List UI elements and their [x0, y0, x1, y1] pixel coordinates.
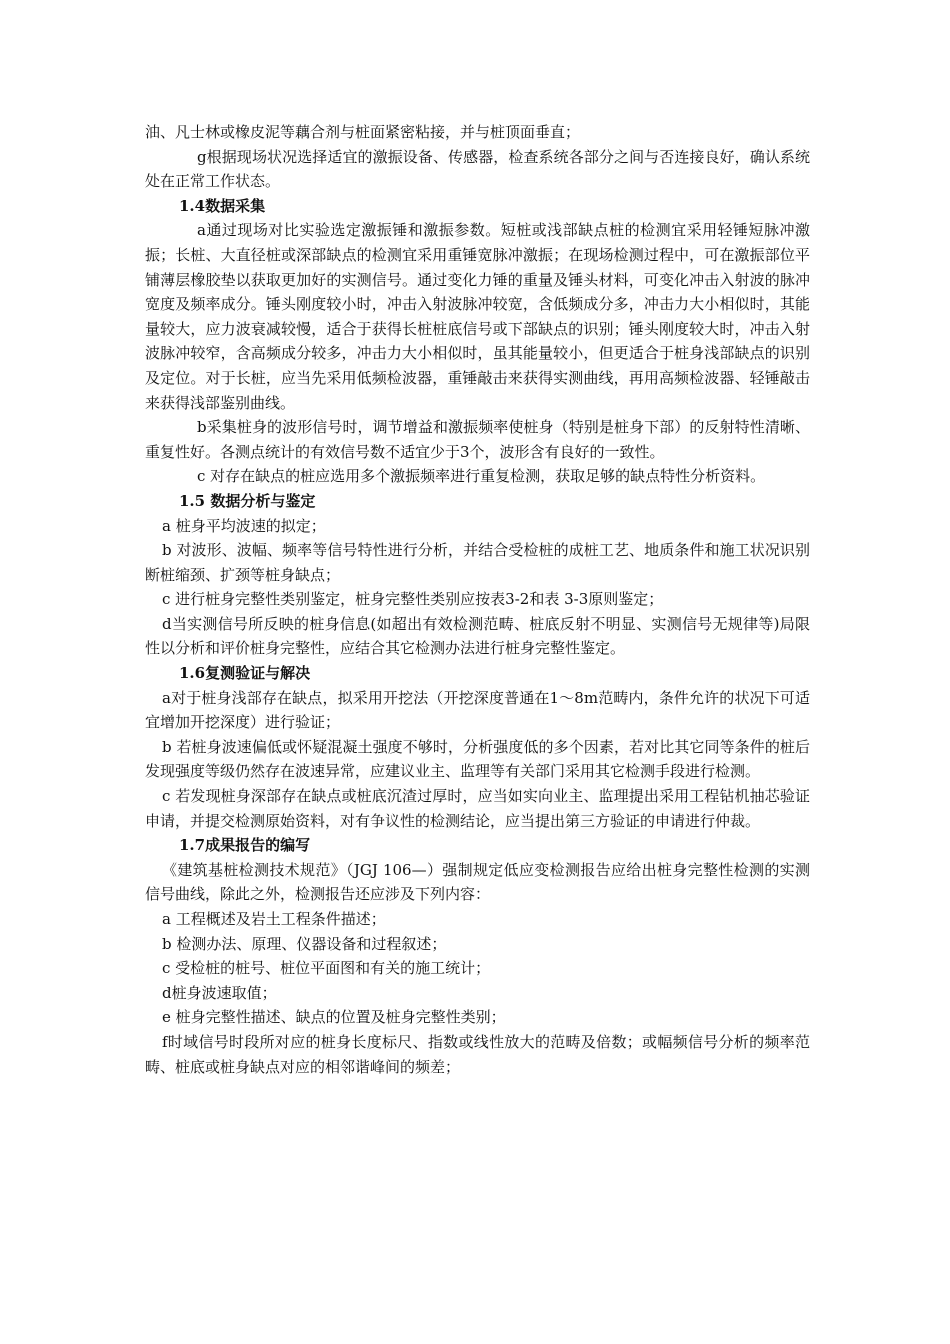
paragraph-g-equipment-check: g根据现场状况选择适宜的激振设备、传感器，检查系统各部分之间与否连接良好，确认系统处在正常工作状态。	[145, 147, 810, 191]
section-heading-1-6: 1.6复测验证与解决	[179, 664, 311, 683]
paragraph-b-waveform: b采集桩身的波形信号时，调节增益和激振频率使桩身（特别是桩身下部）的反射特性清晰、重复性好。各测点统计的有效信号数不适宜少于3个，波形含有良好的一致性。	[145, 418, 810, 461]
list-item-1-7-e: e 桩身完整性描述、缺点的位置及桩身完整性类别；	[162, 1008, 506, 1027]
paragraph-a-excitation: a通过现场对比实验选定激振锤和激振参数。短桩或浅部缺点桩的检测宜采用轻锤短脉冲激振；长桩、大直径桩或深部缺点的检测宜采用重锤宽脉冲激振；在现场检测过程中，可在激振部位平铺薄层橡胶垫以获取更加好的实测信号。通过变化力锤的重量及锤头材料，可变化冲击入射波的脉冲宽度及频率成分。锤头刚度较小时，冲击入射波脉冲较宽，含低频成分多，冲击力大小相似时，其能量较大，应力波衰减较慢，适合于获得长桩桩底信号或下部缺点的识别；锤头刚度较大时，冲击入射波脉冲较窄，含高频成分较多，冲击力大小相似时，虽其能量较小，但更适合于桩身浅部缺点的识别及定位。对于长桩，应当先采用低频检波器，重锤敲击来获得实测曲线，再用高频检波器、轻锤敲击来获得浅部鉴别曲线。	[145, 221, 810, 412]
list-item-1-6-c: c 若发现桩身深部存在缺点或桩底沉渣过厚时，应当如实向业主、监理提出采用工程钻机抽芯验证申请，并提交检测原始资料，对有争议性的检测结论，应当提出第三方验证的申请进行仲裁。	[145, 787, 810, 830]
list-item-1-7-c: c 受检桩的桩号、桩位平面图和有关的施工统计；	[162, 959, 491, 978]
list-item-1-5-b: b 对波形、波幅、频率等信号特性进行分析，并结合受检桩的成桩工艺、地质条件和施工状况识别断桩缩颈、扩颈等桩身缺点；	[145, 541, 810, 584]
paragraph-report-requirements: 《建筑基桩检测技术规范》（JGJ 106—）强制规定低应变检测报告应给出桩身完整性检测的实测信号曲线，除此之外，检测报告还应涉及下列内容：	[145, 860, 810, 904]
section-heading-1-7: 1.7成果报告的编写	[179, 836, 311, 855]
paragraph-c-repeat-test: c 对存在缺点的桩应选用多个激振频率进行重复检测，获取足够的缺点特性分析资料。	[197, 467, 766, 486]
list-item-1-6-b: b 若桩身波速偏低或怀疑混凝土强度不够时，分析强度低的多个因素，若对比其它同等条件的桩后发现强度等级仍然存在波速异常，应建议业主、监理等有关部门采用其它检测手段进行检测。	[145, 737, 810, 781]
list-item-1-5-c: c 进行桩身完整性类别鉴定，桩身完整性类别应按表3-2和表 3-3原则鉴定；	[162, 590, 664, 609]
list-item-1-5-d: d当实测信号所反映的桩身信息(如超出有效检测范畴、桩底反射不明显、实测信号无规律等)局限性以分析和评价桩身完整性，应结合其它检测办法进行桩身完整性鉴定。	[145, 614, 810, 658]
list-item-1-6-a: a对于桩身浅部存在缺点，拟采用开挖法（开挖深度普通在1～8m范畴内，条件允许的状况下可适宜增加开挖深度）进行验证；	[145, 688, 810, 732]
document-body	[145, 120, 810, 1079]
list-item-1-7-d: d桩身波速取值；	[162, 983, 277, 1002]
section-heading-1-5: 1.5 数据分析与鉴定	[179, 491, 316, 510]
list-item-1-7-f: f时域信号时段所对应的桩身长度标尺、指数或线性放大的范畴及倍数；或幅频信号分析的频率范畴、桩底或桩身缺点对应的相邻谐峰间的频差；	[145, 1032, 810, 1076]
list-item-1-7-a: a 工程概述及岩土工程条件描述；	[162, 910, 386, 928]
list-item-1-5-a: a 桩身平均波速的拟定；	[162, 516, 326, 535]
section-heading-1-4: 1.4数据采集	[179, 196, 266, 215]
paragraph-continuation: 油、凡士林或橡皮泥等藕合剂与桩面紧密粘接，并与桩顶面垂直；	[145, 123, 581, 141]
list-item-1-7-b: b 检测办法、原理、仪器设备和过程叙述；	[162, 934, 447, 953]
